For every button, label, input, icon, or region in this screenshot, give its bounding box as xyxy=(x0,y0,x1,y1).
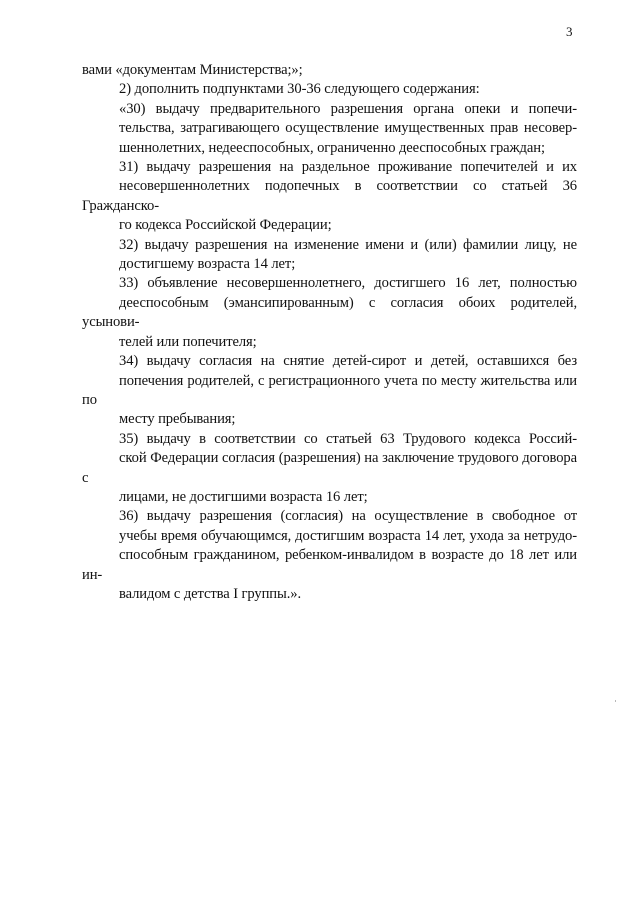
text-line: учебы время обучающимся, достигшим возраста 14 лет, ухода за нетрудо- xyxy=(119,527,577,544)
text-line: ской Федерации согласия (разрешения) на заключение трудового договора с xyxy=(82,450,577,486)
text-line: достигшему возраста 14 лет; xyxy=(119,256,296,273)
text-line: телей или попечителя; xyxy=(119,333,257,350)
paragraph xyxy=(82,158,577,236)
text-line: месту пребывания; xyxy=(119,411,236,428)
paragraph xyxy=(82,507,577,604)
text-line: 32) выдачу разрешения на изменение имени и (или) фамилии лицу, не xyxy=(119,236,577,253)
paragraph xyxy=(82,80,577,99)
text-line: тельства, затрагивающего осуществление имущественных прав несовер- xyxy=(119,120,577,137)
text-line: 31) выдачу разрешения на раздельное проживание попечителей и их xyxy=(119,159,577,176)
text-line: дееспособным (эмансипированным) с согласия обоих родителей, усынови- xyxy=(82,294,577,331)
text-line: го кодекса Российской Федерации; xyxy=(119,217,332,234)
text-line: 34) выдачу согласия на снятие детей-сирот и детей, оставшихся без xyxy=(119,353,577,370)
text-line: шеннолетних, недееспособных, ограниченно дееспособных граждан; xyxy=(119,139,545,156)
paragraph xyxy=(82,274,577,352)
text-line: способным гражданином, ребенком-инвалидом в возрасте до 18 лет или ин- xyxy=(82,547,577,583)
page-number: 3 xyxy=(566,24,573,39)
text-line: 2) дополнить подпунктами 30-36 следующего содержания: xyxy=(119,81,480,98)
document-body xyxy=(82,61,577,604)
paragraph xyxy=(82,61,577,80)
text-line: 33) объявление несовершеннолетнего, достигшего 16 лет, полностью xyxy=(119,275,577,292)
text-line: вами «документам Министерства;»; xyxy=(82,62,303,78)
paragraph xyxy=(82,430,577,508)
text-line: попечения родителей, с регистрационного учета по месту жительства или по xyxy=(82,372,577,408)
text-line: несовершеннолетних подопечных в соответствии со статьей 36 Гражданско- xyxy=(82,178,577,214)
text-line: валидом с детства I группы.». xyxy=(119,585,302,602)
scan-artifact xyxy=(615,700,616,702)
text-line: 35) выдачу в соответствии со статьей 63 Трудового кодекса Россий- xyxy=(119,430,577,447)
text-line: 36) выдачу разрешения (согласия) на осуществление в свободное от xyxy=(119,508,577,525)
paragraph xyxy=(82,100,577,158)
paragraph xyxy=(82,352,577,430)
paragraph xyxy=(82,236,577,275)
text-line: «30) выдачу предварительного разрешения органа опеки и попечи- xyxy=(119,100,577,117)
text-line: лицами, не достигшими возраста 16 лет; xyxy=(119,488,368,505)
